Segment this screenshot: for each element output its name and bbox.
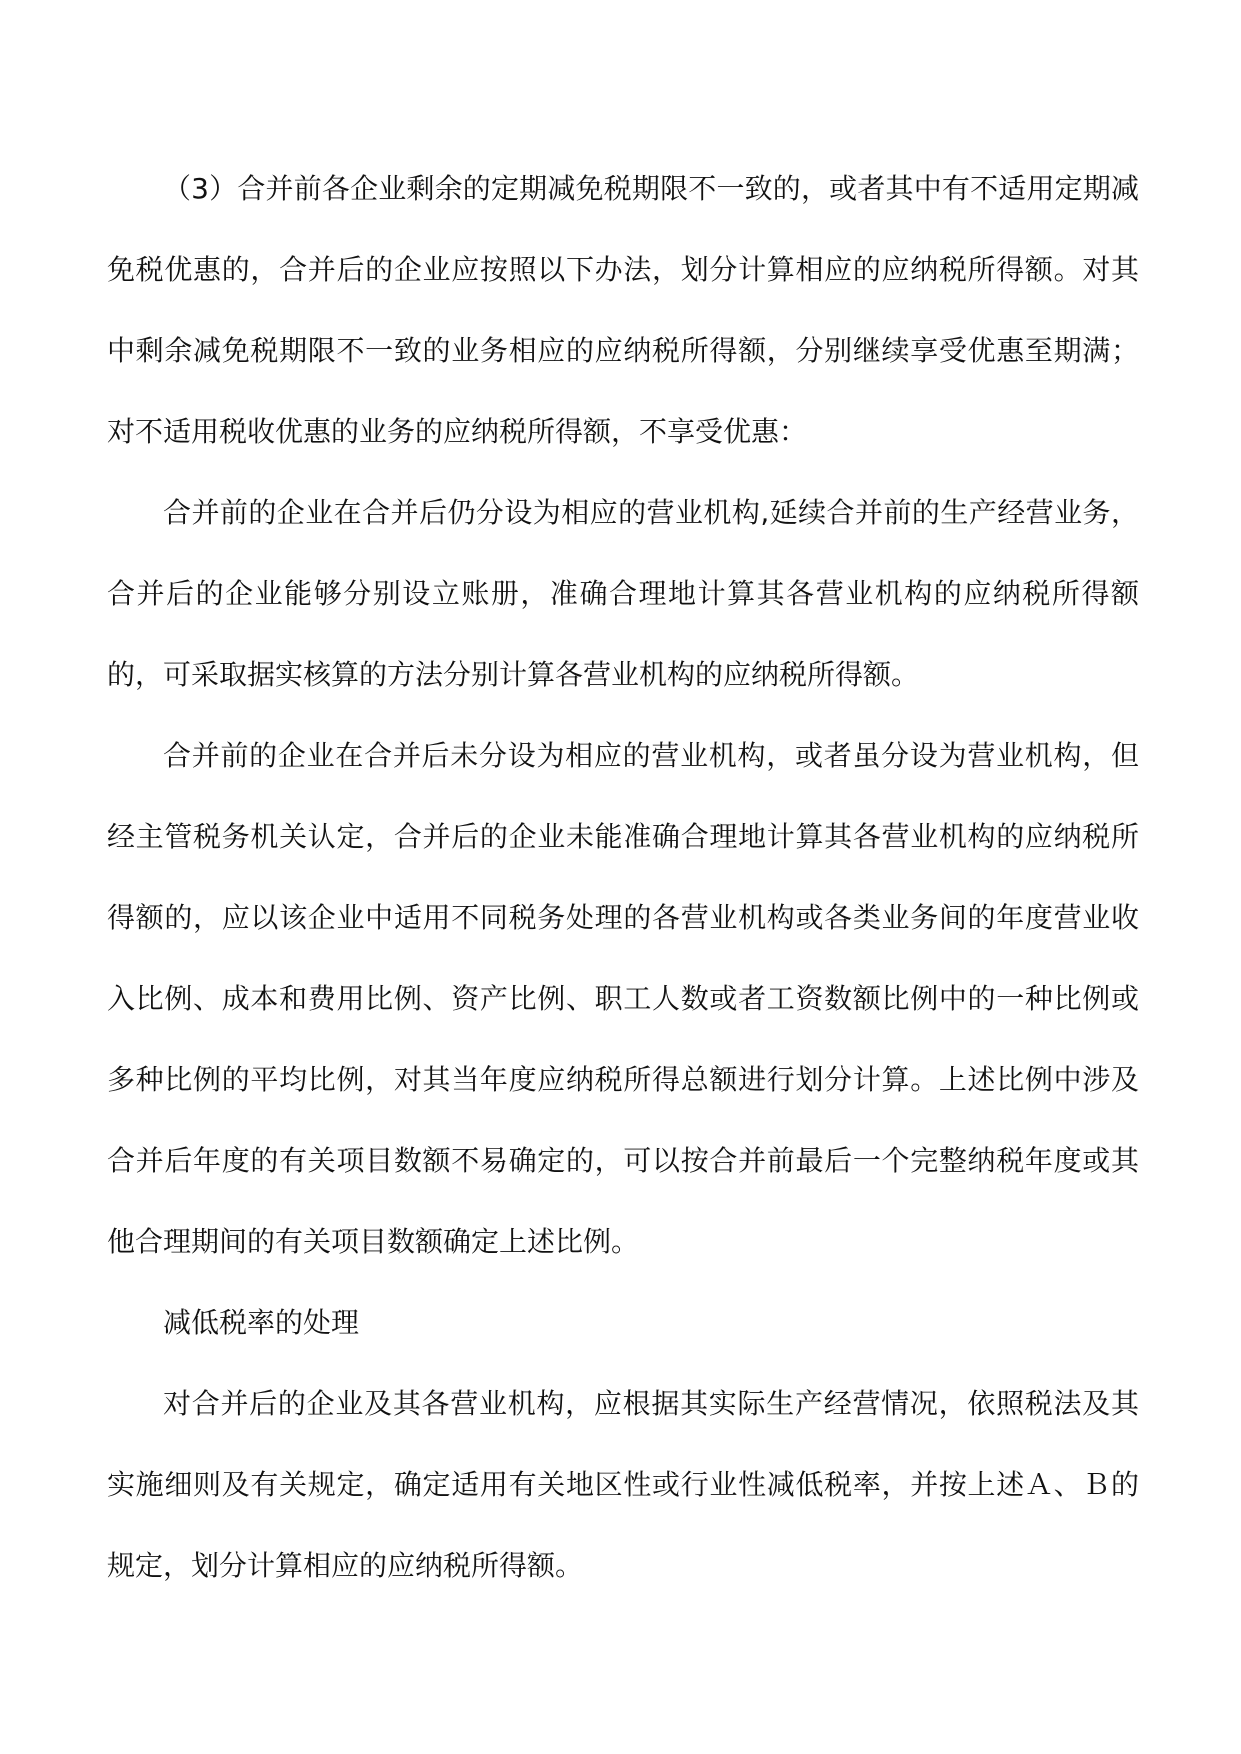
paragraph-proportional-allocation: 合并前的企业在合并后未分设为相应的营业机构，或者虽分设为营业机构，但经主管税务机关认定，合并后的企业未能准确合理地计算其各营业机构的应纳税所得额的，应以该企业中适用不同税务处理的各营业机构或各类业务间的年度营业收入比例、成本和费用比例、资产比例、职工人数或者工资数额比例中的一种比例或多种比例的平均比例，对其当年度应纳税所得总额进行划分计算。上述比例中涉及合并后年度的有关项目数额不易确定的，可以按合并前最后一个完整纳税年度或其他合理期间的有关项目数额确定上述比例。: [107, 739, 1139, 1258]
document-body: [107, 148, 1139, 1606]
paragraph-merger-tax-exemption-periods: （3）合并前各企业剩余的定期减免税期限不一致的，或者其中有不适用定期减免税优惠的，合并后的企业应按照以下办法，划分计算相应的应纳税所得额。对其中剩余减免税期限不一致的业务相应的应纳税所得额，分别继续享受优惠至期满；对不适用税收优惠的业务的应纳税所得额，不享受优惠：: [107, 172, 1139, 448]
paragraph-reduced-tax-rate-application: 对合并后的企业及其各营业机构，应根据其实际生产经营情况，依照税法及其实施细则及有关规定，确定适用有关地区性或行业性减低税率，并按上述Ａ、Ｂ的规定，划分计算相应的应纳税所得额。: [107, 1387, 1139, 1582]
section-heading-reduced-tax-rate: 减低税率的处理: [163, 1306, 360, 1339]
paragraph-separate-business-units: 合并前的企业在合并后仍分设为相应的营业机构,延续合并前的生产经营业务，合并后的企业能够分别设立账册，准确合理地计算其各营业机构的应纳税所得额的，可采取据实核算的方法分别计算各营业机构的应纳税所得额。: [107, 496, 1139, 691]
